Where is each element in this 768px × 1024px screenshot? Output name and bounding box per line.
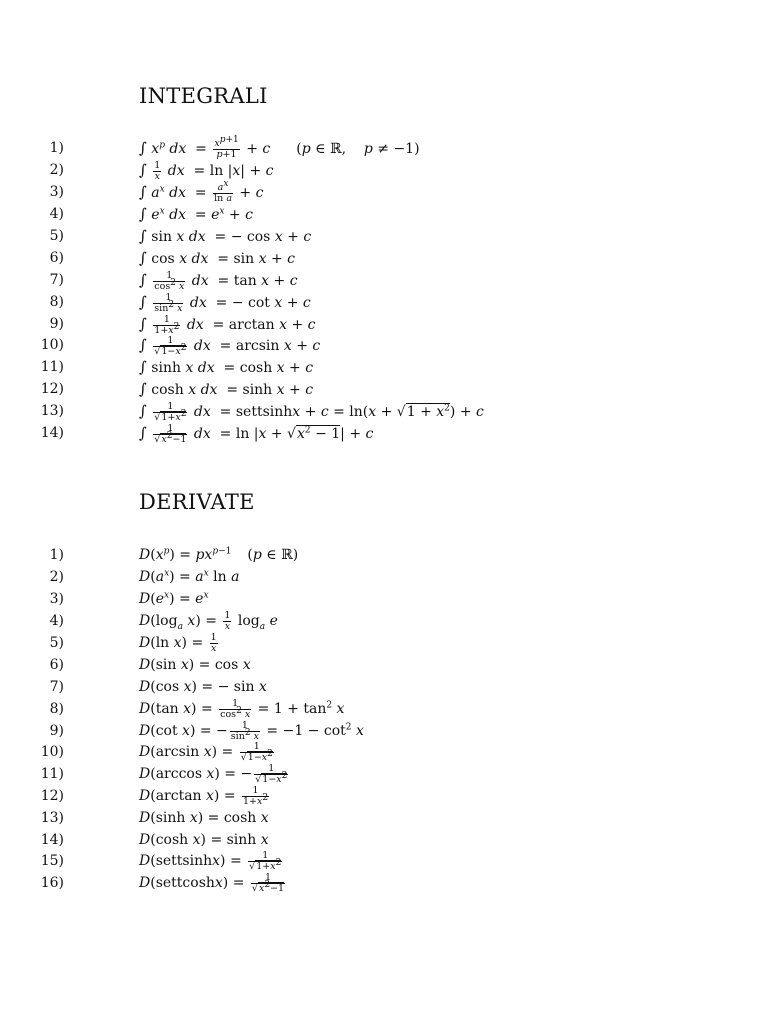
integral-row xyxy=(0,225,700,247)
formula: ∫ cosh x dx = sinh x + c xyxy=(139,380,314,398)
row-number: 11) xyxy=(40,359,64,375)
integral-row xyxy=(0,291,700,313)
formula: ∫ $a^x$ dx = $\frac{a^x}{\text{ln a}}$ + c xyxy=(139,178,264,204)
row-number: 9) xyxy=(49,723,64,739)
formula: ∫ cos x dx = sin x + c xyxy=(139,249,296,267)
integral-row xyxy=(0,378,700,400)
derivative-row xyxy=(0,632,700,654)
row-number: 5) xyxy=(49,228,64,244)
integrali-title: INTEGRALI xyxy=(139,84,268,108)
derivative-row xyxy=(0,741,700,763)
formula: ∫ $x^p$ dx = $\frac{x^{p+1}}{p+1}$ + c (p ∈ ℝ, p ≠ −1) xyxy=(139,134,420,160)
derivative-row xyxy=(0,676,700,698)
formula: ∫ $\frac{1}{√1-x^2}$ dx = arcsin x + c xyxy=(139,334,321,357)
row-number: 12) xyxy=(40,381,64,397)
formula: D(cosh x) = sinh x xyxy=(139,832,269,848)
formula: D(arctan x) = $\frac{1}{1+x^2}$ xyxy=(139,784,269,807)
formula: ∫ $\frac{1}{√1+x^2}$ dx = settsinhx + $c = \ln(x + √1 + x^2) + c$ xyxy=(139,400,484,423)
formula: ∫ $\frac{1}{1+x^2}$ dx = arctan x + c xyxy=(139,313,316,336)
derivative-row xyxy=(0,807,700,829)
row-number: 7) xyxy=(49,679,64,695)
integral-row xyxy=(0,178,700,204)
row-number: 3) xyxy=(49,184,64,200)
row-number: 3) xyxy=(49,591,64,607)
row-number: 2) xyxy=(49,162,64,178)
derivative-row xyxy=(0,785,700,807)
formula: ∫ $\frac{1}{\sin^2 x}$ dx = − cot x + c xyxy=(139,291,311,314)
derivative-row xyxy=(0,566,700,588)
formula: D(sin x) = cos x xyxy=(139,657,251,673)
row-number: 10) xyxy=(40,337,64,353)
integral-row xyxy=(0,203,700,225)
formula: $D(e^x) = e^x$ xyxy=(139,590,209,607)
derivative-row xyxy=(0,544,700,566)
integral-row xyxy=(0,400,700,422)
derivative-row xyxy=(0,829,700,851)
derivate-title: DERIVATE xyxy=(139,490,255,514)
row-number: 13) xyxy=(40,403,64,419)
formula: D(cos x) = − sin x xyxy=(139,679,267,695)
row-number: 14) xyxy=(40,425,64,441)
row-number: 6) xyxy=(49,250,64,266)
formula: D(settcoshx) = $\frac{1}{√x^2-1}$ xyxy=(139,871,285,894)
row-number: 4) xyxy=(49,206,64,222)
formula: D(cot x) = − $\frac{1}{\sin^2 x}$ = $-1 - \cot^2 x$ xyxy=(139,719,364,742)
derivative-row xyxy=(0,654,700,676)
derivative-row xyxy=(0,872,700,894)
formula: D(settsinhx) = $\frac{1}{√1+x^2}$ xyxy=(139,849,282,872)
row-number: 4) xyxy=(49,613,64,629)
formula: ∫ $\frac{1}{x}$ dx = ln |x| + c xyxy=(139,159,274,182)
row-number: 16) xyxy=(40,875,64,891)
integral-row xyxy=(0,313,700,335)
row-number: 10) xyxy=(40,744,64,760)
derivative-row xyxy=(0,588,700,610)
formula: D(tan x) = $\frac{1}{\cos^2 x}$ = $1 + \tan^2 x$ xyxy=(139,697,345,720)
row-number: 1) xyxy=(49,547,64,563)
row-number: 2) xyxy=(49,569,64,585)
integral-row xyxy=(0,134,700,160)
row-number: 7) xyxy=(49,272,64,288)
row-number: 5) xyxy=(49,635,64,651)
formula: $D(a^x) = a^x$ ln a xyxy=(139,568,240,585)
integral-row xyxy=(0,334,700,356)
derivative-row xyxy=(0,720,700,742)
row-number: 15) xyxy=(40,853,64,869)
integral-row xyxy=(0,356,700,378)
integral-row xyxy=(0,159,700,181)
row-number: 14) xyxy=(40,832,64,848)
formula: ∫ sinh x dx = cosh x + c xyxy=(139,358,314,376)
formula: ∫ $\frac{1}{√x^2-1}$ dx = $\ln |x + √x^2 - 1| + c$ xyxy=(139,422,374,445)
formula: D(arccos x) = − $\frac{1}{√1-x^2}$ xyxy=(139,762,288,785)
integral-row xyxy=(0,247,700,269)
row-number: 8) xyxy=(49,701,64,717)
row-number: 9) xyxy=(49,316,64,332)
formula: D(arcsin x) = $\frac{1}{√1-x^2}$ xyxy=(139,740,273,763)
row-number: 11) xyxy=(40,766,64,782)
integral-row xyxy=(0,269,700,291)
formula: ∫ $\frac{1}{\cos^2 x}$ dx = tan x + c xyxy=(139,269,298,292)
formula: $D(x^p) = px^{p-1}$ (p ∈ ℝ) xyxy=(139,546,299,563)
row-number: 6) xyxy=(49,657,64,673)
row-number: 12) xyxy=(40,788,64,804)
formula: ∫ $e^x$ dx = $e^x + c$ xyxy=(139,205,253,223)
formula: ∫ sin x dx = − cos x + c xyxy=(139,227,312,245)
formula: D(ln x) = $\frac{1}{x}$ xyxy=(139,631,217,654)
integral-row xyxy=(0,422,700,444)
derivative-row xyxy=(0,850,700,872)
formula: $D(\log_a$ x) = $\frac{1}{x}$ $\log_a e$ xyxy=(139,609,278,632)
derivative-row xyxy=(0,610,700,632)
row-number: 1) xyxy=(49,140,64,156)
derivative-row xyxy=(0,698,700,720)
derivative-row xyxy=(0,763,700,785)
row-number: 13) xyxy=(40,810,64,826)
formula: D(sinh x) = cosh x xyxy=(139,810,269,826)
row-number: 8) xyxy=(49,294,64,310)
